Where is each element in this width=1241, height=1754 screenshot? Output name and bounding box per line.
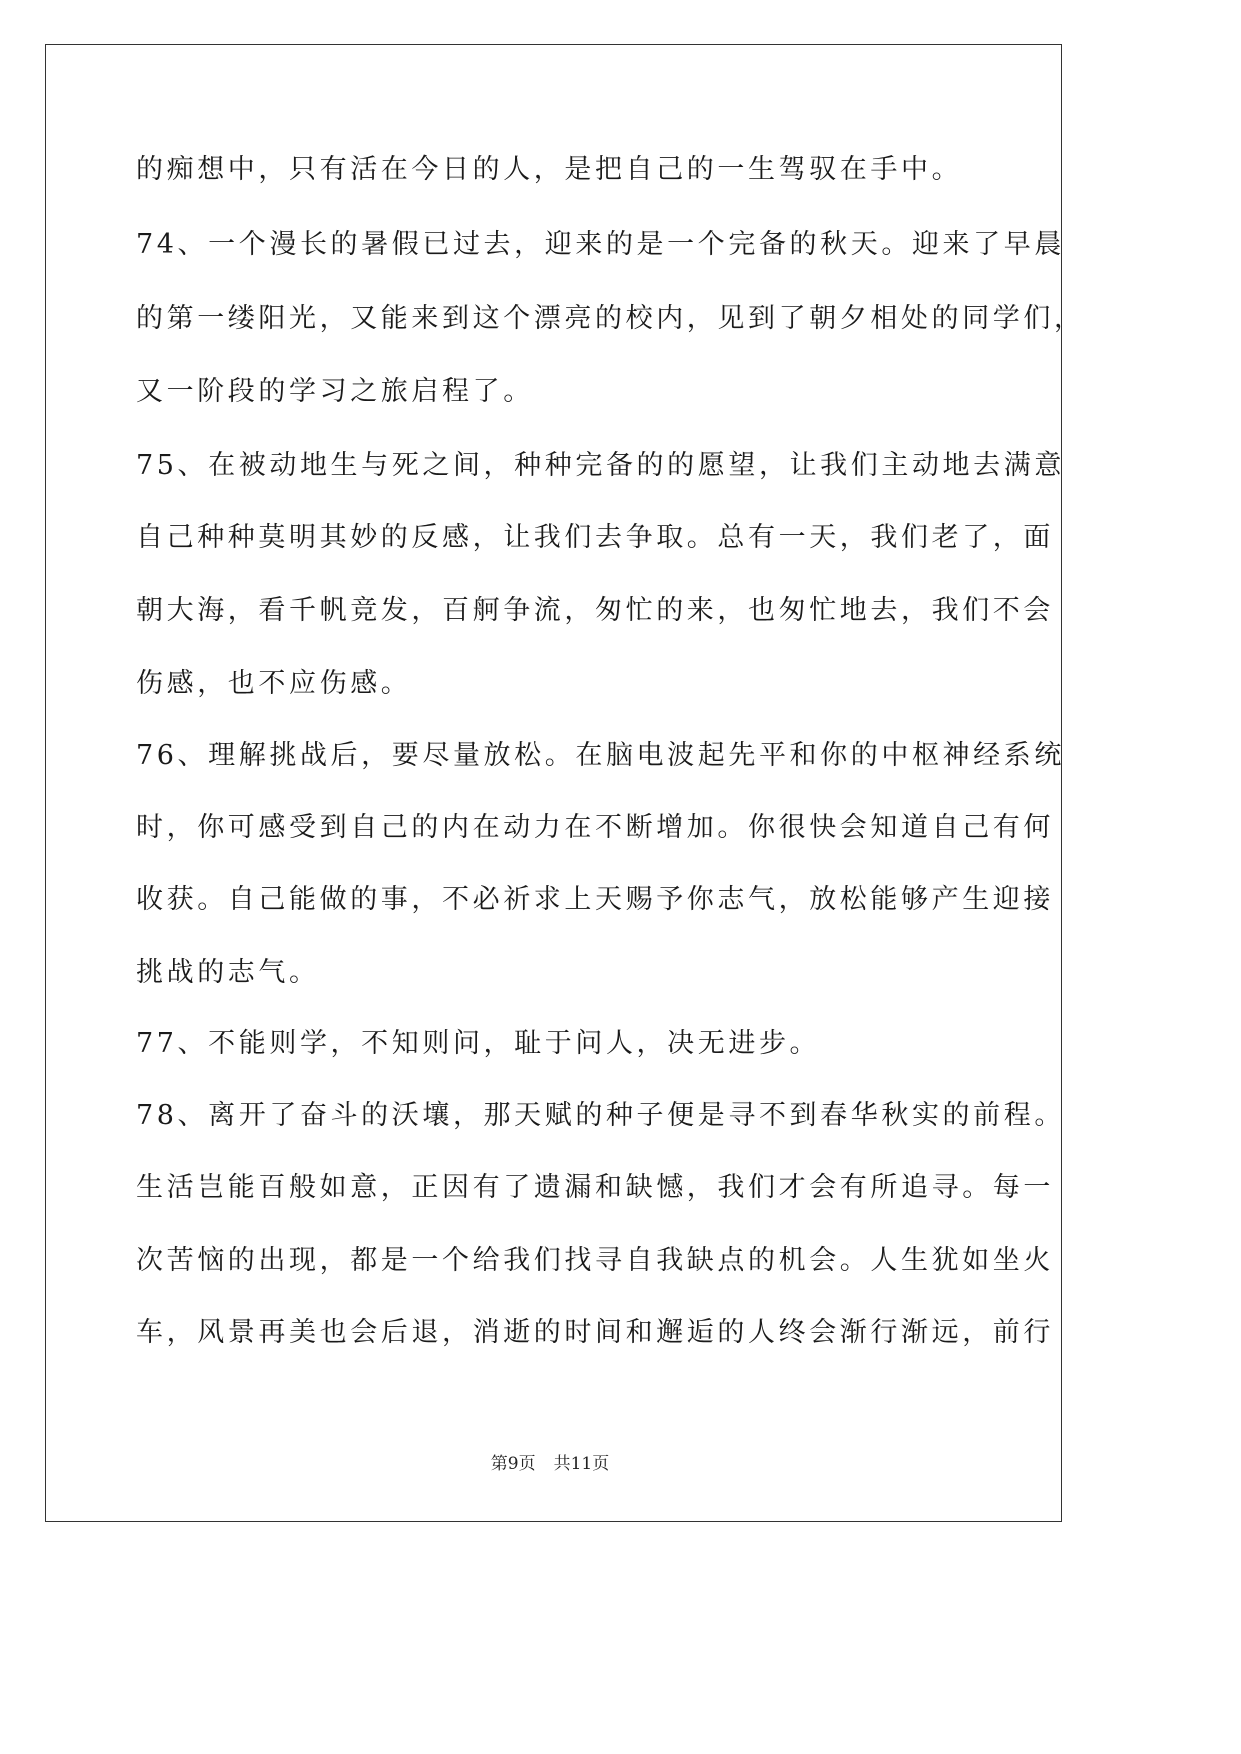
text-line: 的痴想中，只有活在今日的人，是把自己的一生驾驭在手中。: [136, 154, 963, 185]
text-line: 车，风景再美也会后退，消逝的时间和邂逅的人终会渐行渐远，前行: [136, 1317, 1054, 1348]
text-line: 77、不能则学，不知则问，耻于问人，决无进步。: [136, 1028, 821, 1059]
text-line: 挑战的志气。: [136, 957, 320, 988]
text-line: 76、理解挑战后，要尽量放松。在脑电波起先平和你的中枢神经系统: [136, 740, 1065, 771]
text-line: 的第一缕阳光，又能来到这个漂亮的校内，见到了朝夕相处的同学们，: [136, 303, 1085, 334]
text-line: 收获。自己能做的事，不必祈求上天赐予你志气，放松能够产生迎接: [136, 884, 1054, 915]
text-line: 74、一个漫长的暑假已过去，迎来的是一个完备的秋天。迎来了早晨: [136, 229, 1065, 260]
text-line: 时，你可感受到自己的内在动力在不断增加。你很快会知道自己有何: [136, 812, 1054, 843]
text-line: 次苦恼的出现，都是一个给我们找寻自我缺点的机会。人生犹如坐火: [136, 1245, 1054, 1276]
text-line: 朝大海，看千帆竞发，百舸争流，匆忙的来，也匆忙地去，我们不会: [136, 595, 1054, 626]
current-page-number: 第9页: [490, 1454, 536, 1474]
text-line: 生活岂能百般如意，正因有了遗漏和缺憾，我们才会有所追寻。每一: [136, 1172, 1054, 1203]
page-footer: [0, 1453, 1100, 1475]
text-line: 又一阶段的学习之旅启程了。: [136, 376, 534, 407]
text-line: 自己种种莫明其妙的反感，让我们去争取。总有一天，我们老了，面: [136, 522, 1054, 553]
text-line: 78、离开了奋斗的沃壤，那天赋的种子便是寻不到春华秋实的前程。: [136, 1100, 1065, 1131]
text-line: 75、在被动地生与死之间，种种完备的的愿望，让我们主动地去满意: [136, 450, 1065, 481]
page-border: [45, 44, 1062, 1522]
text-line: 伤感，也不应伤感。: [136, 668, 412, 699]
total-pages: 共11页: [553, 1454, 610, 1474]
